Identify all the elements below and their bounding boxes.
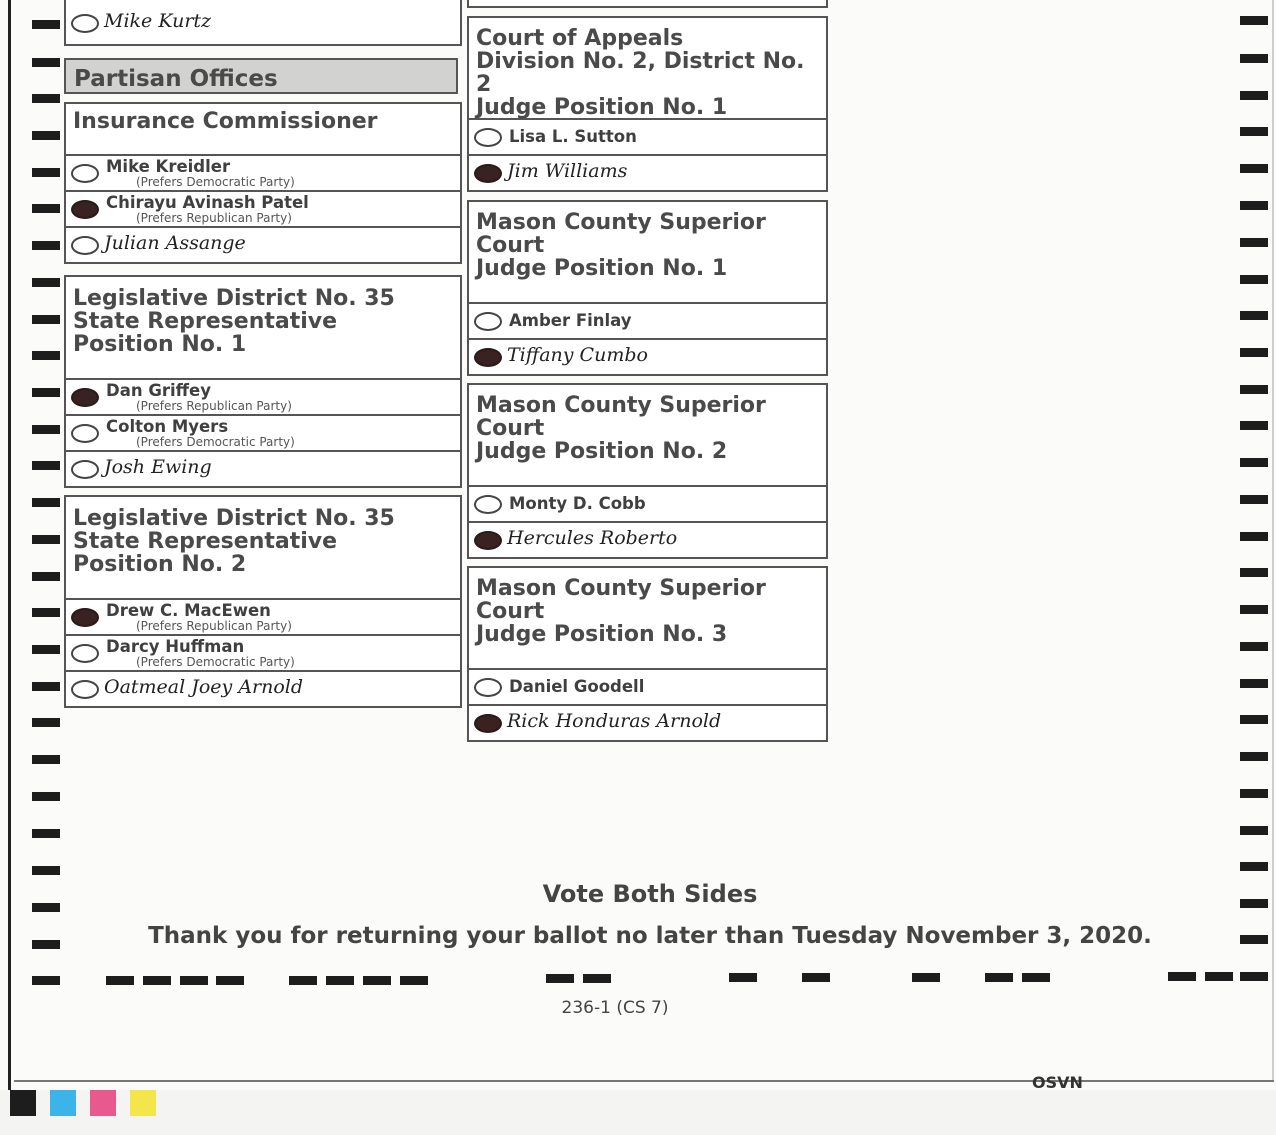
race-title-line: State Representative [73,529,338,554]
writein-text: Mike Kurtz [104,10,212,32]
timing-mark [32,866,60,875]
writein-text: Josh Ewing [104,456,212,478]
vote-oval[interactable] [71,164,99,183]
race-previous-partial-right [467,0,828,8]
candidate-row[interactable] [469,487,826,521]
return-deadline-notice: Thank you for returning your ballot no later than Tuesday November 3, 2020. [148,923,1152,949]
race-title-line: Judge Position No. 3 [476,622,728,647]
race-mason-superior-court-3 [467,566,828,742]
writein-row[interactable] [469,338,826,374]
timing-mark [1240,201,1268,210]
timing-mark [326,976,354,985]
timing-mark [216,976,244,985]
vote-oval-filled[interactable] [474,164,502,183]
registration-swatch-magenta [90,1090,116,1116]
timing-mark [400,976,428,985]
timing-mark [1240,862,1268,871]
race-title [469,568,826,670]
timing-mark [1240,275,1268,284]
timing-mark [32,608,60,617]
timing-mark [1240,385,1268,394]
timing-mark [32,425,60,434]
race-title [66,104,460,156]
timing-mark [1240,16,1268,25]
writein-text: Julian Assange [104,232,246,254]
timing-mark [1168,972,1196,981]
vote-oval-filled[interactable] [474,714,502,733]
timing-mark [32,168,60,177]
timing-mark [32,572,60,581]
timing-mark [1240,715,1268,724]
timing-mark [289,976,317,985]
race-title-line: Insurance Commissioner [73,109,378,134]
race-title [469,202,826,304]
timing-mark [1240,421,1268,430]
writein-text: Hercules Roberto [507,527,678,549]
candidate-name: Daniel Goodell [509,677,645,696]
timing-mark [180,976,208,985]
cut-off-text: OSVN [1032,1073,1083,1092]
vote-oval[interactable] [71,424,99,443]
race-title-line: Judge Position No. 1 [476,95,728,120]
timing-mark [32,682,60,691]
race-title-line: Mason County Superior Court [476,576,766,624]
timing-mark [32,241,60,250]
timing-mark [1240,238,1268,247]
timing-mark [1240,679,1268,688]
candidate-row[interactable] [469,304,826,338]
timing-mark [32,58,60,67]
writein-row[interactable] [469,704,826,740]
candidate-name: Lisa L. Sutton [509,127,637,146]
race-mason-superior-court-1 [467,200,828,376]
vote-oval[interactable] [71,644,99,663]
race-title-line: Mason County Superior Court [476,393,766,441]
timing-mark [32,461,60,470]
timing-mark [1240,752,1268,761]
writein-row[interactable] [66,6,460,40]
candidate-name: Amber Finlay [509,311,632,330]
timing-mark [32,131,60,140]
timing-mark [363,976,391,985]
timing-mark [32,94,60,103]
candidate-party: (Prefers Democratic Party) [136,435,295,449]
ballot-style-code: 236-1 (CS 7) [561,998,669,1018]
race-title [66,277,460,380]
vote-oval-filled[interactable] [71,388,99,407]
candidate-party: (Prefers Republican Party) [136,619,292,633]
race-ld35-position-2 [64,495,462,708]
timing-mark [32,755,60,764]
timing-mark [1240,642,1268,651]
timing-mark [1240,54,1268,63]
vote-oval[interactable] [71,460,99,479]
timing-mark [32,315,60,324]
timing-mark [1240,972,1268,981]
candidate-row[interactable] [66,600,460,634]
registration-swatch-cyan [50,1090,76,1116]
candidate-party: (Prefers Democratic Party) [136,655,295,669]
vote-oval[interactable] [474,678,502,697]
timing-mark [32,204,60,213]
timing-mark [985,973,1013,982]
vote-oval[interactable] [71,236,99,255]
timing-mark [1240,789,1268,798]
timing-mark [1240,127,1268,136]
vote-oval-filled[interactable] [71,608,99,627]
vote-oval[interactable] [474,128,502,147]
timing-mark [1240,532,1268,541]
candidate-row[interactable] [469,670,826,704]
writein-text: Tiffany Cumbo [507,344,648,366]
vote-oval-filled[interactable] [474,531,502,550]
timing-mark [583,974,611,983]
timing-mark [1240,568,1268,577]
timing-mark [32,829,60,838]
candidate-name: Colton Myers [106,417,229,436]
candidate-name: Monty D. Cobb [509,494,646,513]
candidate-name: Dan Griffey [106,381,211,400]
race-mason-superior-court-2 [467,383,828,559]
race-title [66,497,460,600]
candidate-name: Chirayu Avinash Patel [106,193,309,212]
timing-mark [143,976,171,985]
timing-mark [1240,605,1268,614]
timing-mark [32,535,60,544]
timing-mark [32,792,60,801]
timing-mark [1240,826,1268,835]
candidate-party: (Prefers Republican Party) [136,399,292,413]
race-title-line: Division No. 2, District No. 2 [476,49,805,97]
section-header-partisan: Partisan Offices [64,58,458,94]
writein-row[interactable] [66,670,460,706]
vote-oval[interactable] [71,14,99,33]
candidate-party: (Prefers Republican Party) [136,211,292,225]
candidate-row[interactable] [469,120,826,154]
timing-mark [729,973,757,982]
vote-oval[interactable] [474,312,502,331]
race-ld35-position-1 [64,275,462,488]
candidate-row[interactable] [66,156,460,190]
timing-mark [32,388,60,397]
timing-mark [32,498,60,507]
race-title-line: Legislative District No. 35 [73,506,395,531]
writein-row[interactable] [469,521,826,557]
timing-mark [1240,311,1268,320]
race-title-line: Mason County Superior Court [476,210,766,258]
registration-swatch-black [10,1090,36,1116]
vote-oval-filled[interactable] [474,348,502,367]
writein-row[interactable] [66,450,460,486]
candidate-row[interactable] [66,414,460,450]
timing-mark [1240,348,1268,357]
race-title-line: State Representative [73,309,338,334]
race-title-line: Position No. 1 [73,332,247,357]
candidate-name: Drew C. MacEwen [106,601,271,620]
race-title [469,385,826,487]
vote-oval-filled[interactable] [71,200,99,219]
writein-row[interactable] [469,154,826,190]
race-previous-partial [64,0,462,46]
timing-mark [1240,164,1268,173]
timing-mark [32,20,60,29]
sheet-right-edge [1272,0,1274,1080]
race-title-line: Legislative District No. 35 [73,286,395,311]
candidate-row[interactable] [66,634,460,670]
vote-oval[interactable] [474,495,502,514]
timing-mark [106,976,134,985]
timing-mark [32,278,60,287]
vote-both-sides-notice: Vote Both Sides [542,880,758,908]
timing-mark [1240,458,1268,467]
sheet-bottom-edge [14,1080,1274,1082]
timing-mark [1240,495,1268,504]
candidate-row[interactable] [66,190,460,226]
vote-oval[interactable] [71,680,99,699]
writein-text: Jim Williams [507,160,628,182]
race-title [469,18,826,120]
race-title-line: Court of Appeals [476,26,684,51]
candidate-party: (Prefers Democratic Party) [136,175,295,189]
timing-mark [546,974,574,983]
timing-mark [32,976,60,985]
timing-mark [32,645,60,654]
writein-row[interactable] [66,226,460,262]
candidate-name: Darcy Huffman [106,637,245,656]
writein-text: Oatmeal Joey Arnold [104,676,304,698]
candidate-row[interactable] [66,380,460,414]
race-court-of-appeals [467,16,828,192]
timing-mark [32,351,60,360]
timing-mark [802,973,830,982]
candidate-name: Mike Kreidler [106,157,231,176]
writein-text: Rick Honduras Arnold [507,710,722,732]
race-title-line: Position No. 2 [73,552,247,577]
race-insurance-commissioner [64,102,462,264]
timing-mark [1240,91,1268,100]
race-title-line: Judge Position No. 2 [476,439,728,464]
timing-mark [1205,972,1233,981]
timing-mark [912,973,940,982]
registration-swatch-yellow [130,1090,156,1116]
timing-mark [1022,973,1050,982]
race-title-line: Judge Position No. 1 [476,256,728,281]
timing-mark [32,718,60,727]
